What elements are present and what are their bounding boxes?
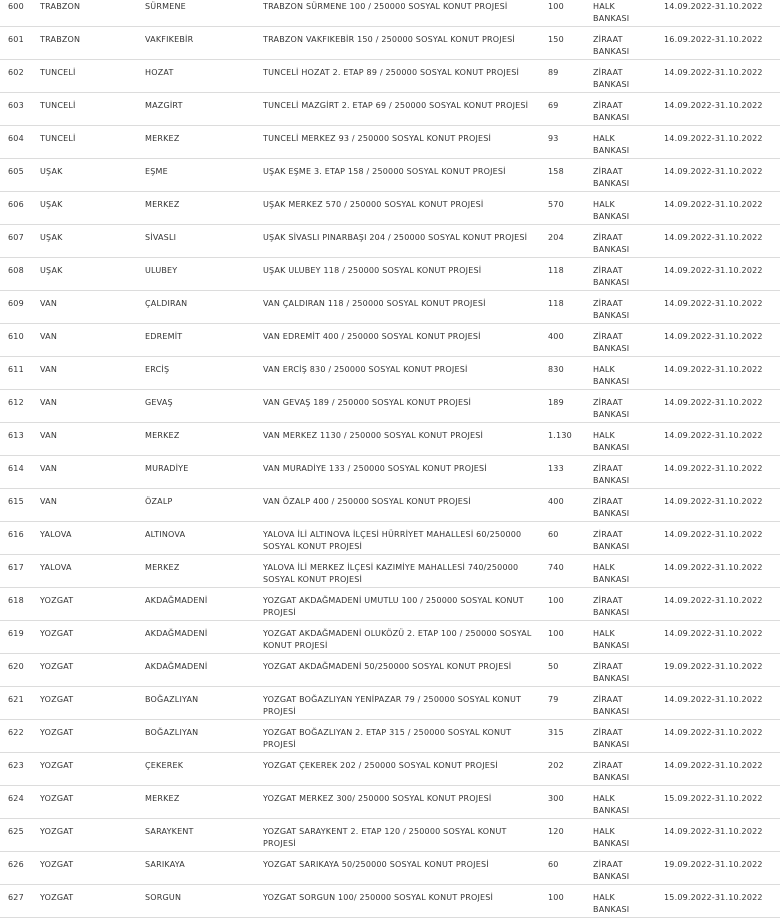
district-cell: SARIKAYA [145,860,185,869]
district-cell: ÇEKEREK [145,761,184,770]
province-cell: YOZGAT [40,794,74,803]
bank-cell: ZİRAAT BANKASI [593,266,630,287]
table-row [0,60,780,93]
table-row [0,555,780,588]
project-name-cell: YOZGAT ÇEKEREK 202 / 250000 SOSYAL KONUT PROJESİ [263,761,498,770]
project-name-cell: VAN ERCİŞ 830 / 250000 SOSYAL KONUT PROJESİ [263,365,468,374]
unit-count-cell: 315 [548,728,564,737]
bank-cell: ZİRAAT BANKASI [593,761,630,782]
row-number: 601 [8,35,24,44]
date-range-cell: 14.09.2022-31.10.2022 [664,332,763,341]
unit-count-cell: 100 [548,2,564,11]
project-name-cell: TRABZON VAKFIKEBİR 150 / 250000 SOSYAL KONUT PROJESİ [263,35,515,44]
date-range-cell: 14.09.2022-31.10.2022 [664,596,763,605]
table-row [0,423,780,456]
district-cell: EDREMİT [145,332,183,341]
project-name-cell: YALOVA İLİ ALTINOVA İLÇESİ HÜRRİYET MAHALLESİ 60/250000 SOSYAL KONUT PROJESİ [263,530,522,551]
date-range-cell: 14.09.2022-31.10.2022 [664,68,763,77]
province-cell: YOZGAT [40,728,74,737]
project-name-cell: YOZGAT AKDAĞMADENİ 50/250000 SOSYAL KONUT PROJESİ [263,662,512,671]
unit-count-cell: 570 [548,200,564,209]
bank-cell: ZİRAAT BANKASI [593,662,630,683]
date-range-cell: 15.09.2022-31.10.2022 [664,794,763,803]
table-row [0,357,780,390]
unit-count-cell: 400 [548,497,564,506]
province-cell: YOZGAT [40,629,74,638]
unit-count-cell: 830 [548,365,564,374]
unit-count-cell: 202 [548,761,564,770]
unit-count-cell: 118 [548,266,564,275]
project-name-cell: TUNCELİ MAZGİRT 2. ETAP 69 / 250000 SOSYAL KONUT PROJESİ [263,101,529,110]
row-number: 602 [8,68,24,77]
project-name-cell: VAN EDREMİT 400 / 250000 SOSYAL KONUT PROJESİ [263,332,481,341]
province-cell: YOZGAT [40,827,74,836]
row-number: 620 [8,662,24,671]
table-row [0,753,780,786]
province-cell: UŞAK [40,167,63,176]
row-number: 607 [8,233,24,242]
unit-count-cell: 158 [548,167,564,176]
project-name-cell: YOZGAT SARAYKENT 2. ETAP 120 / 250000 SOSYAL KONUT PROJESİ [263,827,507,848]
date-range-cell: 14.09.2022-31.10.2022 [664,431,763,440]
project-name-cell: YOZGAT BOĞAZLIYAN YENİPAZAR 79 / 250000 SOSYAL KONUT PROJESİ [263,695,522,716]
unit-count-cell: 150 [548,35,564,44]
province-cell: YOZGAT [40,761,74,770]
date-range-cell: 14.09.2022-31.10.2022 [664,530,763,539]
bank-cell: HALK BANKASI [593,200,630,221]
unit-count-cell: 60 [548,860,559,869]
row-number: 613 [8,431,24,440]
district-cell: MERKEZ [145,794,180,803]
date-range-cell: 14.09.2022-31.10.2022 [664,398,763,407]
district-cell: AKDAĞMADENİ [145,629,208,638]
table-row [0,390,780,423]
unit-count-cell: 1.130 [548,431,572,440]
row-number: 626 [8,860,24,869]
province-cell: TRABZON [40,2,81,11]
bank-cell: ZİRAAT BANKASI [593,332,630,353]
district-cell: BOĞAZLIYAN [145,728,199,737]
table-row [0,852,780,885]
date-range-cell: 14.09.2022-31.10.2022 [664,167,763,176]
province-cell: TUNCELİ [40,101,76,110]
unit-count-cell: 100 [548,629,564,638]
province-cell: YALOVA [40,530,72,539]
date-range-cell: 14.09.2022-31.10.2022 [664,563,763,572]
district-cell: EŞME [145,167,168,176]
row-number: 624 [8,794,24,803]
bank-cell: ZİRAAT BANKASI [593,167,630,188]
project-name-cell: TRABZON SÜRMENE 100 / 250000 SOSYAL KONUT PROJESİ [263,2,508,11]
date-range-cell: 16.09.2022-31.10.2022 [664,35,763,44]
province-cell: YOZGAT [40,662,74,671]
row-number: 604 [8,134,24,143]
district-cell: ÖZALP [145,497,173,506]
province-cell: YOZGAT [40,596,74,605]
project-name-cell: VAN MURADİYE 133 / 250000 SOSYAL KONUT PROJESİ [263,464,487,473]
table-row [0,291,780,324]
project-name-cell: VAN ÇALDIRAN 118 / 250000 SOSYAL KONUT PROJESİ [263,299,486,308]
row-number: 605 [8,167,24,176]
bank-cell: ZİRAAT BANKASI [593,728,630,749]
table-row [0,0,780,27]
district-cell: SORGUN [145,893,182,902]
province-cell: UŞAK [40,200,63,209]
bank-cell: HALK BANKASI [593,2,630,23]
district-cell: ÇALDIRAN [145,299,188,308]
unit-count-cell: 50 [548,662,559,671]
row-number: 609 [8,299,24,308]
table-row [0,27,780,60]
bank-cell: HALK BANKASI [593,431,630,452]
row-number: 618 [8,596,24,605]
bank-cell: ZİRAAT BANKASI [593,530,630,551]
unit-count-cell: 118 [548,299,564,308]
district-cell: GEVAŞ [145,398,173,407]
date-range-cell: 15.09.2022-31.10.2022 [664,893,763,902]
bank-cell: ZİRAAT BANKASI [593,464,630,485]
unit-count-cell: 204 [548,233,564,242]
province-cell: TUNCELİ [40,68,76,77]
unit-count-cell: 189 [548,398,564,407]
table-row [0,654,780,687]
unit-count-cell: 740 [548,563,564,572]
district-cell: SİVASLI [145,233,177,242]
row-number: 608 [8,266,24,275]
table-row [0,621,780,654]
unit-count-cell: 100 [548,596,564,605]
bank-cell: HALK BANKASI [593,365,630,386]
table-row [0,159,780,192]
table-row [0,819,780,852]
table-row [0,192,780,225]
district-cell: MERKEZ [145,431,180,440]
date-range-cell: 14.09.2022-31.10.2022 [664,497,763,506]
bank-cell: ZİRAAT BANKASI [593,695,630,716]
row-number: 615 [8,497,24,506]
date-range-cell: 14.09.2022-31.10.2022 [664,134,763,143]
unit-count-cell: 300 [548,794,564,803]
district-cell: MERKEZ [145,134,180,143]
province-cell: UŞAK [40,233,63,242]
row-number: 614 [8,464,24,473]
project-name-cell: UŞAK ULUBEY 118 / 250000 SOSYAL KONUT PROJESİ [263,266,482,275]
date-range-cell: 14.09.2022-31.10.2022 [664,200,763,209]
date-range-cell: 19.09.2022-31.10.2022 [664,662,763,671]
bank-cell: HALK BANKASI [593,827,630,848]
row-number: 600 [8,2,24,11]
row-number: 625 [8,827,24,836]
row-number: 603 [8,101,24,110]
table-row [0,258,780,291]
row-number: 627 [8,893,24,902]
project-name-cell: UŞAK SİVASLI PINARBAŞI 204 / 250000 SOSYAL KONUT PROJESİ [263,233,528,242]
unit-count-cell: 100 [548,893,564,902]
bank-cell: ZİRAAT BANKASI [593,497,630,518]
bank-cell: HALK BANKASI [593,134,630,155]
project-name-cell: YOZGAT AKDAĞMADENİ OLUKÖZÜ 2. ETAP 100 / 250000 SOSYAL KONUT PROJESİ [263,629,532,650]
province-cell: VAN [40,365,58,374]
province-cell: TUNCELİ [40,134,76,143]
district-cell: AKDAĞMADENİ [145,662,208,671]
unit-count-cell: 120 [548,827,564,836]
row-number: 606 [8,200,24,209]
project-name-cell: YALOVA İLİ MERKEZ İLÇESİ KAZIMİYE MAHALLESİ 740/250000 SOSYAL KONUT PROJESİ [263,563,519,584]
table-row [0,456,780,489]
project-name-cell: VAN MERKEZ 1130 / 250000 SOSYAL KONUT PROJESİ [263,431,484,440]
district-cell: ULUBEY [145,266,178,275]
bank-cell: HALK BANKASI [593,563,630,584]
province-cell: VAN [40,464,58,473]
project-name-cell: TUNCELİ HOZAT 2. ETAP 89 / 250000 SOSYAL KONUT PROJESİ [263,68,520,77]
district-cell: AKDAĞMADENİ [145,596,208,605]
date-range-cell: 14.09.2022-31.10.2022 [664,2,763,11]
bank-cell: ZİRAAT BANKASI [593,101,630,122]
unit-count-cell: 93 [548,134,559,143]
table-row [0,126,780,159]
project-name-cell: YOZGAT SORGUN 100/ 250000 SOSYAL KONUT PROJESİ [263,893,494,902]
date-range-cell: 19.09.2022-31.10.2022 [664,860,763,869]
row-number: 616 [8,530,24,539]
province-cell: TRABZON [40,35,81,44]
district-cell: BOĞAZLIYAN [145,695,199,704]
row-number: 612 [8,398,24,407]
table-row [0,720,780,753]
province-cell: VAN [40,497,58,506]
project-name-cell: VAN GEVAŞ 189 / 250000 SOSYAL KONUT PROJESİ [263,398,472,407]
date-range-cell: 14.09.2022-31.10.2022 [664,761,763,770]
date-range-cell: 14.09.2022-31.10.2022 [664,728,763,737]
unit-count-cell: 89 [548,68,559,77]
unit-count-cell: 133 [548,464,564,473]
district-cell: MERKEZ [145,200,180,209]
project-name-cell: UŞAK EŞME 3. ETAP 158 / 250000 SOSYAL KONUT PROJESİ [263,167,506,176]
date-range-cell: 14.09.2022-31.10.2022 [664,464,763,473]
table-row [0,489,780,522]
province-cell: YOZGAT [40,695,74,704]
province-cell: VAN [40,299,58,308]
province-cell: VAN [40,431,58,440]
project-name-cell: VAN ÖZALP 400 / 250000 SOSYAL KONUT PROJESİ [263,497,471,506]
date-range-cell: 14.09.2022-31.10.2022 [664,827,763,836]
table-row [0,885,780,918]
project-name-cell: TUNCELİ MERKEZ 93 / 250000 SOSYAL KONUT PROJESİ [263,134,492,143]
district-cell: HOZAT [145,68,174,77]
row-number: 622 [8,728,24,737]
province-cell: VAN [40,398,58,407]
table-row [0,786,780,819]
row-number: 619 [8,629,24,638]
province-cell: VAN [40,332,58,341]
row-number: 617 [8,563,24,572]
bank-cell: ZİRAAT BANKASI [593,398,630,419]
date-range-cell: 14.09.2022-31.10.2022 [664,233,763,242]
bank-cell: ZİRAAT BANKASI [593,596,630,617]
unit-count-cell: 400 [548,332,564,341]
bank-cell: ZİRAAT BANKASI [593,233,630,254]
project-name-cell: YOZGAT SARIKAYA 50/250000 SOSYAL KONUT PROJESİ [263,860,489,869]
unit-count-cell: 60 [548,530,559,539]
table-row [0,687,780,720]
unit-count-cell: 69 [548,101,559,110]
bank-cell: ZİRAAT BANKASI [593,35,630,56]
district-cell: MERKEZ [145,563,180,572]
date-range-cell: 14.09.2022-31.10.2022 [664,299,763,308]
bank-cell: ZİRAAT BANKASI [593,860,630,881]
bank-cell: HALK BANKASI [593,893,630,914]
province-cell: UŞAK [40,266,63,275]
table-row [0,225,780,258]
province-cell: YOZGAT [40,893,74,902]
bank-cell: ZİRAAT BANKASI [593,68,630,89]
row-number: 623 [8,761,24,770]
project-name-cell: YOZGAT AKDAĞMADENİ UMUTLU 100 / 250000 SOSYAL KONUT PROJESİ [263,596,524,617]
project-name-cell: UŞAK MERKEZ 570 / 250000 SOSYAL KONUT PROJESİ [263,200,484,209]
district-cell: MAZGİRT [145,101,183,110]
project-name-cell: YOZGAT BOĞAZLIYAN 2. ETAP 315 / 250000 SOSYAL KONUT PROJESİ [263,728,512,749]
bank-cell: HALK BANKASI [593,629,630,650]
province-cell: YOZGAT [40,860,74,869]
date-range-cell: 14.09.2022-31.10.2022 [664,365,763,374]
date-range-cell: 14.09.2022-31.10.2022 [664,629,763,638]
table-row [0,522,780,555]
bank-cell: ZİRAAT BANKASI [593,299,630,320]
date-range-cell: 14.09.2022-31.10.2022 [664,266,763,275]
row-number: 621 [8,695,24,704]
table-row [0,588,780,621]
row-number: 610 [8,332,24,341]
district-cell: VAKFIKEBİR [145,35,194,44]
project-name-cell: YOZGAT MERKEZ 300/ 250000 SOSYAL KONUT PROJESİ [263,794,492,803]
district-cell: SARAYKENT [145,827,194,836]
table-row [0,93,780,126]
district-cell: SÜRMENE [145,2,186,11]
bank-cell: HALK BANKASI [593,794,630,815]
province-cell: YALOVA [40,563,72,572]
row-number: 611 [8,365,24,374]
date-range-cell: 14.09.2022-31.10.2022 [664,101,763,110]
district-cell: ERCİŞ [145,365,170,374]
district-cell: MURADİYE [145,464,189,473]
unit-count-cell: 79 [548,695,559,704]
table-row [0,324,780,357]
date-range-cell: 14.09.2022-31.10.2022 [664,695,763,704]
district-cell: ALTINOVA [145,530,186,539]
